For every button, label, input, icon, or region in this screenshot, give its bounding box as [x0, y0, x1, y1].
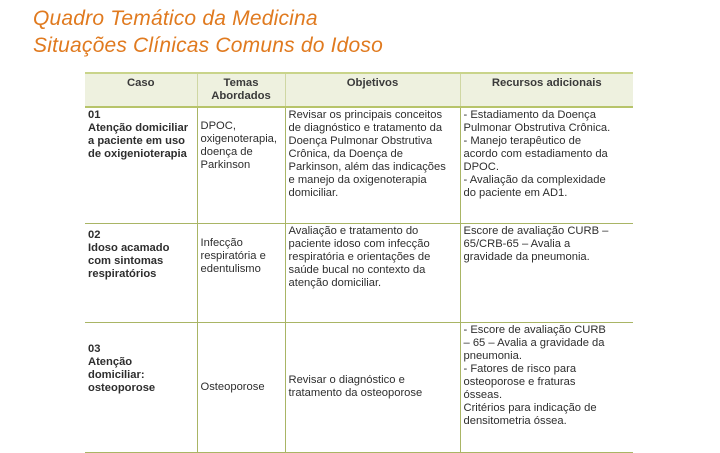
- table-row: [85, 323, 633, 453]
- topics-line: oxigenoterapia,: [200, 133, 278, 145]
- resources-line: pneumonia.: [463, 350, 522, 362]
- objectives-line: respiratória e orientações de: [288, 251, 431, 263]
- objectives-cell: [285, 107, 460, 224]
- topics-cell: [197, 224, 285, 323]
- case-name-line: respiratórios: [88, 268, 157, 280]
- case-cell: [85, 224, 197, 323]
- resources-line: DPOC.: [463, 161, 499, 173]
- table-row: [85, 224, 633, 323]
- case-name-line: com sintomas: [88, 255, 164, 267]
- topics-line: Infecção: [200, 237, 243, 249]
- header-objetivos: Objetivos: [285, 73, 460, 107]
- topics-cell: [197, 107, 285, 224]
- case-name-line: a paciente em uso: [88, 135, 185, 147]
- objectives-line: Crônica, da Doença de: [288, 148, 403, 160]
- header-temas-line: Abordados: [211, 90, 271, 102]
- case-name-line: domiciliar:: [88, 369, 145, 381]
- topics-line: doença de: [200, 146, 253, 158]
- resources-line: - Escore de avaliação CURB: [463, 324, 606, 336]
- case-cell: [85, 323, 197, 453]
- case-number: 01: [88, 109, 101, 121]
- resources-line: 65/CRB-65 – Avalia a: [463, 238, 571, 250]
- resources-line: Critérios para indicação de: [463, 402, 597, 414]
- resources-line: gravidade da pneumonia.: [463, 251, 590, 263]
- topics-line: respiratória e: [200, 250, 266, 262]
- resources-cell: [460, 107, 633, 224]
- case-cell: [85, 107, 197, 224]
- case-number: 02: [88, 229, 101, 241]
- case-name-line: Idoso acamado: [88, 242, 170, 254]
- table-header-row: [85, 73, 633, 107]
- resources-line: - Manejo terapêutico de: [463, 135, 582, 147]
- objectives-line: e manejo da oxigenoterapia: [288, 174, 427, 186]
- objectives-line: Doença Pulmonar Obstrutiva: [288, 135, 433, 147]
- header-temas: [197, 73, 285, 107]
- objectives-line: de diagnóstico e tratamento da: [288, 122, 443, 134]
- objectives-line: domiciliar.: [288, 187, 339, 199]
- objectives-cell: [285, 323, 460, 453]
- case-name-line: de oxigenioterapia: [88, 148, 187, 160]
- objectives-line: paciente idoso com infecção: [288, 238, 430, 250]
- resources-line: Escore de avaliação CURB –: [463, 225, 609, 237]
- case-number: 03: [88, 343, 101, 355]
- resources-line: densitometria óssea.: [463, 415, 567, 427]
- slide-title: [33, 5, 383, 59]
- case-name-line: osteoporose: [88, 382, 156, 394]
- objectives-line: Revisar o diagnóstico e: [288, 374, 405, 386]
- case-name-line: Atenção: [88, 356, 133, 368]
- resources-line: Pulmonar Obstrutiva Crônica.: [463, 122, 611, 134]
- objectives-line: saúde bucal no contexto da: [288, 264, 426, 276]
- header-recursos: Recursos adicionais: [460, 73, 633, 107]
- title-line-2: Situações Clínicas Comuns do Idoso: [33, 34, 383, 57]
- objectives-cell: [285, 224, 460, 323]
- resources-line: - Fatores de risco para: [463, 363, 577, 375]
- objectives-line: Parkinson, além das indicações: [288, 161, 446, 173]
- objectives-line: Revisar os principais conceitos: [288, 109, 443, 121]
- case-name-line: Atenção domiciliar: [88, 122, 189, 134]
- topics-line: Parkinson: [200, 159, 251, 171]
- header-caso: Caso: [85, 73, 197, 107]
- resources-line: – 65 – Avalia a gravidade da: [463, 337, 605, 349]
- objectives-line: Avaliação e tratamento do: [288, 225, 419, 237]
- resources-cell: [460, 323, 633, 453]
- resources-line: acordo com estadiamento da: [463, 148, 608, 160]
- topics-line: DPOC,: [200, 120, 236, 132]
- title-line-1: Quadro Temático da Medicina: [33, 7, 318, 30]
- resources-line: - Avaliação da complexidade: [463, 174, 606, 186]
- resources-line: - Estadiamento da Doença: [463, 109, 596, 121]
- topics-line: Osteoporose: [200, 380, 265, 393]
- header-temas-line: Temas: [223, 77, 259, 89]
- resources-line: osteoporose e fraturas: [463, 376, 576, 388]
- resources-line: do paciente em AD1.: [463, 187, 568, 199]
- topics-line: edentulismo: [200, 263, 261, 275]
- objectives-line: tratamento da osteoporose: [288, 387, 423, 399]
- objectives-line: atenção domiciliar.: [288, 277, 382, 289]
- resources-cell: [460, 224, 633, 323]
- resources-line: ósseas.: [463, 389, 503, 401]
- cases-table: [85, 72, 633, 453]
- topics-cell: [197, 323, 285, 453]
- table-row: [85, 107, 633, 224]
